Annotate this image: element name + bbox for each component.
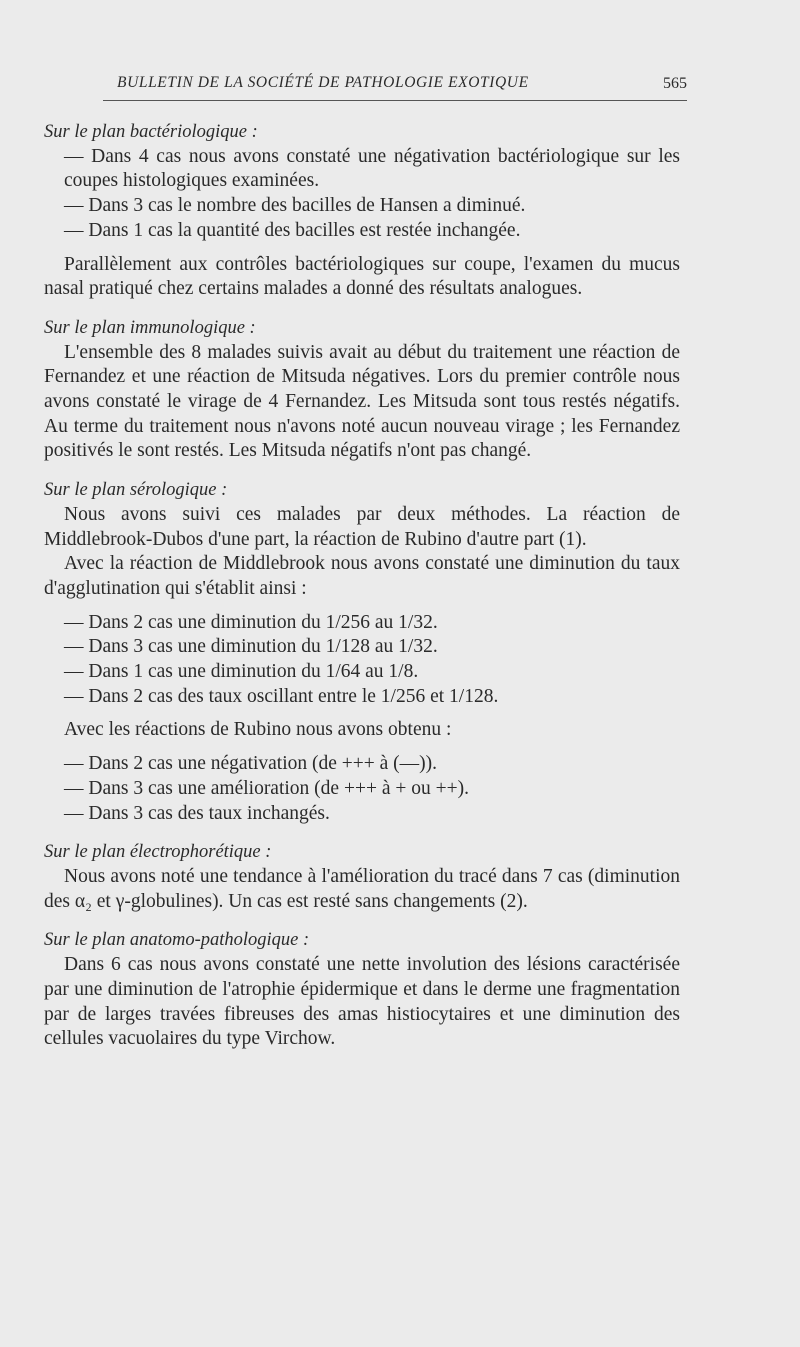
- section-heading-serological: Sur le plan sérologique :: [44, 480, 228, 501]
- paragraph: Nous avons noté une tendance à l'amélioration du tracé dans 7 cas (diminution des α₂ et γ-globulines). Un cas est resté sans changements (2).: [44, 865, 680, 912]
- list-item: — Dans 1 cas une diminution du 1/64 au 1/8.: [64, 661, 419, 683]
- section-heading-electrophoretic: Sur le plan électrophorétique :: [44, 842, 272, 863]
- page-number: 565: [663, 75, 687, 92]
- paragraph: Dans 6 cas nous avons constaté une nette involution des lésions caractérisée par une diminution de l'atrophie épidermique et dans le derme une fragmentation par de larges travées fibreuses des amas histiocytaires et une diminution des cellules vacuolaires du type Virchow.: [44, 954, 680, 1050]
- list-item: — Dans 3 cas des taux inchangés.: [64, 802, 330, 824]
- list-item: — Dans 3 cas une diminution du 1/128 au 1/32.: [64, 636, 438, 658]
- list-item: — Dans 1 cas la quantité des bacilles est restée inchangée.: [64, 219, 521, 241]
- running-title: BULLETIN DE LA SOCIÉTÉ DE PATHOLOGIE EXOTIQUE: [117, 74, 529, 91]
- list-item: — Dans 4 cas nous avons constaté une négativation bactériologique sur les coupes histologiques examinées.: [64, 145, 680, 192]
- section-heading-immunological: Sur le plan immunologique :: [44, 317, 256, 338]
- paragraph: Avec les réactions de Rubino nous avons obtenu :: [64, 719, 452, 741]
- list-item: — Dans 2 cas des taux oscillant entre le 1/256 et 1/128.: [64, 685, 499, 707]
- list-item: — Dans 3 cas le nombre des bacilles de Hansen a diminué.: [64, 195, 526, 217]
- list-item: — Dans 3 cas une amélioration (de +++ à + ou ++).: [64, 777, 469, 799]
- paragraph: Avec la réaction de Middlebrook nous avons constaté une diminution du taux d'agglutination qui s'établit ainsi :: [44, 553, 680, 599]
- section-heading-anatomopathological: Sur le plan anatomo-pathologique :: [44, 930, 310, 951]
- list-item: — Dans 2 cas une diminution du 1/256 au 1/32.: [64, 611, 438, 633]
- list-item: — Dans 2 cas une négativation (de +++ à (—)).: [64, 753, 438, 775]
- paragraph: Parallèlement aux contrôles bactériologiques sur coupe, l'examen du mucus nasal pratiqué chez certains malades a donné des résultats analogues.: [44, 253, 680, 300]
- section-heading-bacteriological: Sur le plan bactériologique :: [44, 122, 258, 142]
- paragraph: Nous avons suivi ces malades par deux méthodes. La réaction de Middlebrook-Dubos d'une part, la réaction de Rubino d'autre part (1).: [44, 503, 680, 550]
- paragraph: L'ensemble des 8 malades suivis avait au début du traitement une réaction de Fernandez et une réaction de Mitsuda négatives. Lors du premier contrôle nous avons constaté le virage de 4 Fernandez. Les Mitsuda sont tous restés négatifs. Au terme du traitement nous n'avons noté aucun nouveau virage ; les Fernandez positivés le sont restés. Les Mitsuda négatifs n'ont pas changé.: [44, 341, 680, 462]
- page-body: [44, 120, 680, 1052]
- page-header: [103, 74, 687, 101]
